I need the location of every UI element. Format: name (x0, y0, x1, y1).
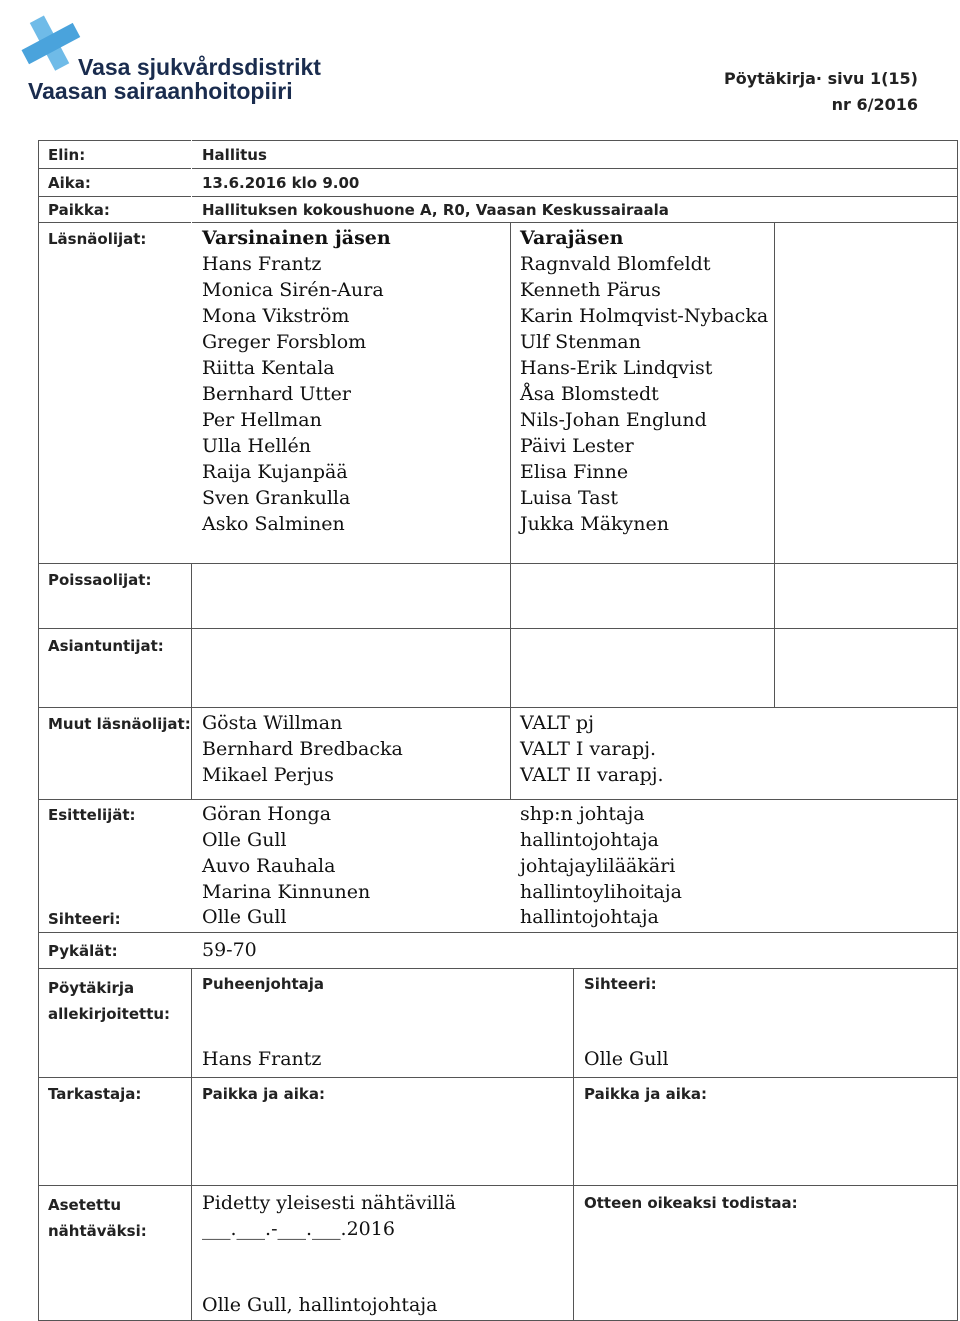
grid-line (191, 140, 192, 223)
list-item: Kenneth Pärus (520, 279, 661, 301)
others-names (202, 710, 403, 788)
posted-text (202, 1190, 456, 1242)
list-item: hallintoylihoitaja (520, 881, 682, 903)
secretary-name: Olle Gull (202, 906, 287, 928)
grid-line (38, 1077, 958, 1078)
aika-value: 13.6.2016 klo 9.00 (202, 174, 360, 192)
experts-label: Asiantuntijat: (48, 637, 164, 655)
signed-secretary-label: Sihteeri: (584, 975, 657, 993)
sections-label: Pykälät: (48, 942, 118, 960)
list-item: Auvo Rauhala (202, 855, 336, 877)
elin-label: Elin: (48, 146, 86, 164)
grid-line (38, 707, 958, 708)
list-item: Karin Holmqvist-Nybacka (520, 305, 769, 327)
inspector-label: Tarkastaja: (48, 1085, 142, 1103)
grid-line (191, 563, 192, 800)
list-item: Asko Salminen (202, 513, 345, 535)
list-item: Hans-Erik Lindqvist (520, 357, 713, 379)
logo-text-finnish: Vaasan sairaanhoitopiiri (28, 78, 293, 104)
posted-label-line: Asetettu (48, 1196, 122, 1214)
organization-logo (20, 14, 321, 104)
sections-value: 59-70 (202, 939, 257, 961)
list-item: johtajaylilääkäri (520, 855, 676, 877)
page-info: Pöytäkirja· sivu 1(15) (724, 69, 918, 88)
grid-line (38, 968, 958, 969)
posted-date-line: ___.___.-___.___.2016 (202, 1218, 395, 1240)
attendance-label: Läsnäolijat: (48, 230, 147, 248)
others-label: Muut läsnäolijat: (48, 715, 191, 733)
list-item: Mikael Perjus (202, 764, 334, 786)
posted-text-line: Pidetty yleisesti nähtävillä (202, 1192, 456, 1214)
others-roles (520, 710, 664, 788)
grid-line (957, 140, 958, 1321)
list-item: Göran Honga (202, 803, 332, 825)
list-item: Raija Kujanpää (202, 461, 348, 483)
members-header: Varsinainen jäsen (202, 227, 391, 249)
grid-line (38, 932, 958, 933)
list-item: Monica Sirén-Aura (202, 279, 384, 301)
list-item: Ulf Stenman (520, 331, 641, 353)
logo-text-swedish: Vasa sjukvårdsdistrikt (78, 54, 321, 80)
list-item: Nils-Johan Englund (520, 409, 707, 431)
list-item: VALT II varapj. (520, 764, 664, 786)
chair-name: Hans Frantz (202, 1048, 322, 1070)
grid-line (38, 628, 958, 629)
paikka-label: Paikka: (48, 201, 110, 219)
secretary-label: Sihteeri: (48, 910, 121, 928)
list-item: Hans Frantz (202, 253, 322, 275)
list-item: Luisa Tast (520, 487, 618, 509)
grid-line (573, 968, 574, 1320)
list-item: Greger Forsblom (202, 331, 367, 353)
list-item: Elisa Finne (520, 461, 629, 483)
presenters-names (202, 801, 370, 905)
presenters-roles (520, 801, 682, 905)
list-item: Olle Gull (202, 829, 287, 851)
inspector-place-time-2: Paikka ja aika: (584, 1085, 707, 1103)
list-item: Gösta Willman (202, 712, 343, 734)
list-item: shp:n johtaja (520, 803, 645, 825)
grid-line (774, 222, 775, 708)
grid-line (38, 1185, 958, 1186)
grid-line (38, 799, 958, 800)
grid-line (38, 222, 958, 223)
list-item: Ragnvald Blomfeldt (520, 253, 711, 275)
signed-secretary-name: Olle Gull (584, 1048, 669, 1070)
members-list (202, 251, 384, 537)
elin-value: Hallitus (202, 146, 267, 164)
grid-line (38, 196, 958, 197)
list-item: Riitta Kentala (202, 357, 335, 379)
secretary-role: hallintojohtaja (520, 906, 659, 928)
list-item: Mona Vikström (202, 305, 350, 327)
deputies-header: Varajäsen (520, 227, 624, 249)
aika-label: Aika: (48, 174, 91, 192)
document-number: nr 6/2016 (831, 95, 918, 114)
absent-label: Poissaolijat: (48, 571, 152, 589)
grid-line (38, 140, 958, 141)
list-item: Sven Grankulla (202, 487, 351, 509)
grid-line (38, 563, 958, 564)
inspector-place-time-1: Paikka ja aika: (202, 1085, 325, 1103)
grid-line (510, 222, 511, 800)
list-item: Bernhard Utter (202, 383, 351, 405)
signed-label-line: allekirjoitettu: (48, 1005, 171, 1023)
list-item: Ulla Hellén (202, 435, 311, 457)
signed-label (48, 975, 170, 1027)
signed-label-line: Pöytäkirja (48, 979, 135, 997)
list-item: Åsa Blomstedt (520, 383, 659, 405)
posted-label-line: nähtäväksi: (48, 1222, 147, 1240)
presenters-label: Esittelijät: (48, 806, 136, 824)
list-item: VALT pj (520, 712, 594, 734)
list-item: Per Hellman (202, 409, 322, 431)
document-header (724, 66, 918, 118)
list-item: hallintojohtaja (520, 829, 659, 851)
chair-label: Puheenjohtaja (202, 975, 325, 993)
list-item: VALT I varapj. (520, 738, 657, 760)
grid-line (191, 968, 192, 1320)
posted-signature: Olle Gull, hallintojohtaja (202, 1294, 438, 1316)
posted-label (48, 1192, 147, 1244)
grid-line (38, 140, 39, 1321)
list-item: Bernhard Bredbacka (202, 738, 403, 760)
grid-line (38, 168, 958, 169)
list-item: Marina Kinnunen (202, 881, 371, 903)
paikka-value: Hallituksen kokoushuone A, R0, Vaasan Keskussairaala (202, 201, 669, 219)
list-item: Jukka Mäkynen (520, 513, 669, 535)
deputies-list (520, 251, 768, 537)
certify-label: Otteen oikeaksi todistaa: (584, 1194, 798, 1212)
list-item: Päivi Lester (520, 435, 634, 457)
